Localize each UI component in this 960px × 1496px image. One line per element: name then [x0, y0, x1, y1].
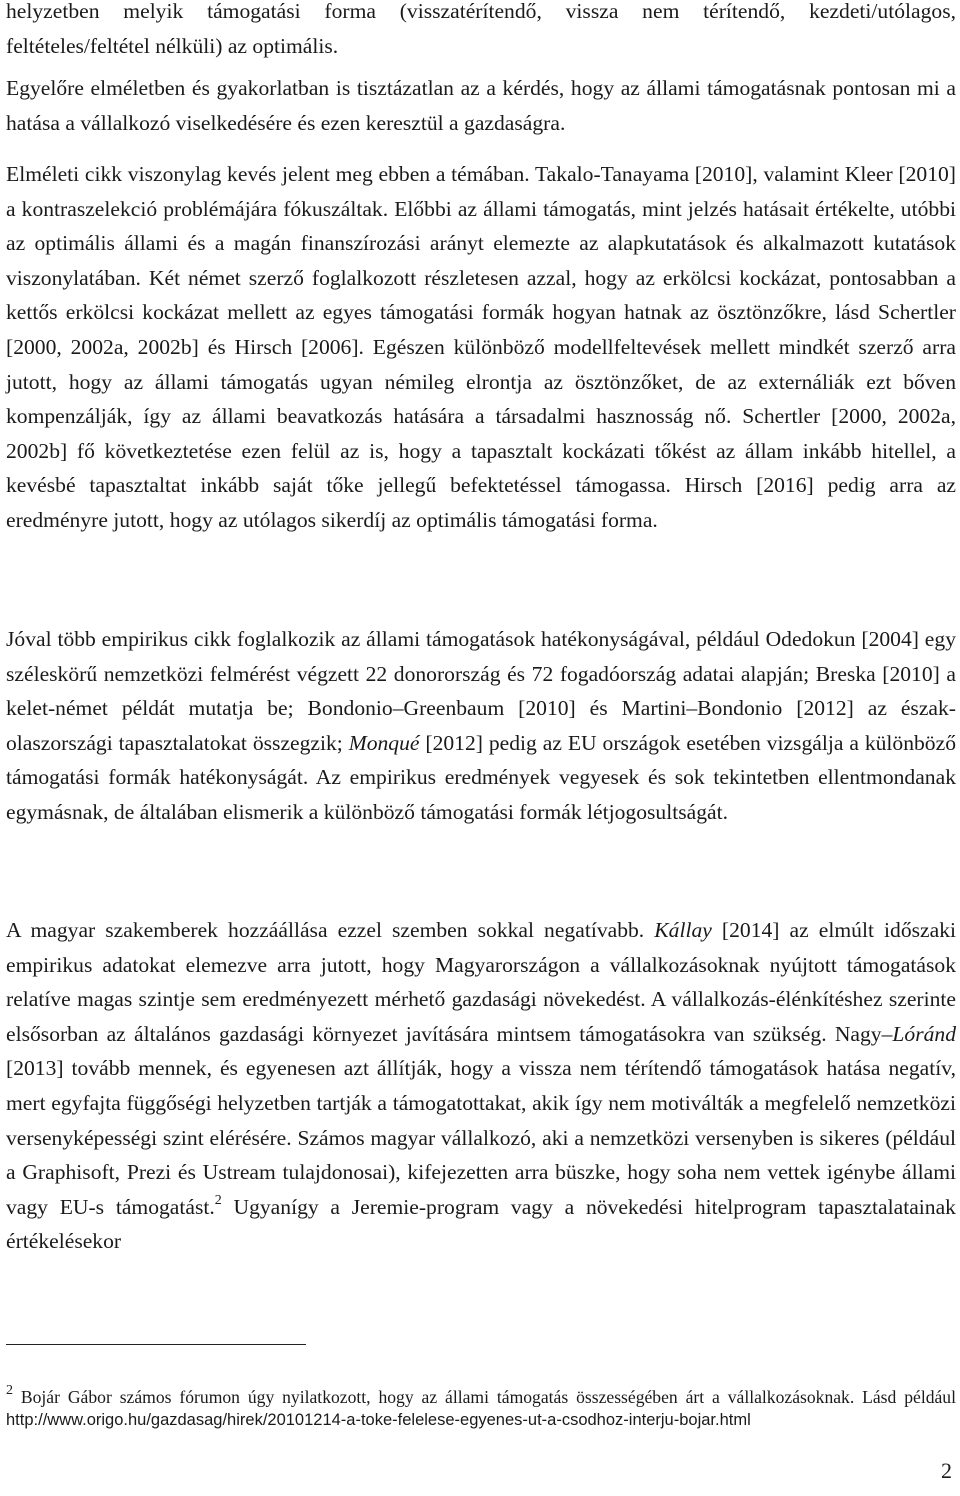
paragraph-5-text-e: [2013] tovább mennek, és egyenesen azt állítják, hogy a vissza nem térítendő támogatások hatása negatív, mert egyfajta függőségi helyzetben tartják a támogatottakat, akik így nem motiválták a megfelelő nemzetközi versenyképességi szint elérésére. Számos magyar vállalkozó, aki a nemzetközi versenyben is sikeres (például a Graphisoft, Prezi és Ustream tulajdonosai), kifejezetten arra büszke, hogy soha nem vettek igénybe állami vagy EU-s támogatást.	[6, 1056, 956, 1219]
footnote-reference[interactable]: 2	[214, 1192, 222, 1208]
page-number: 2	[941, 1458, 952, 1483]
author-monque: Monqué	[348, 730, 420, 755]
footnote-text: Bojár Gábor számos fórumon úgy nyilatkozott, hogy az állami támogatás összességében árt a vállalkozásoknak. Lásd például	[13, 1387, 956, 1407]
paragraph-5-text-a: A magyar szakemberek hozzáállása ezzel szemben sokkal negatívabb.	[6, 918, 655, 942]
paragraph-4-text-c: [2012] pedig az EU országok esetében vizsgálja a különböző támogatási formák hatékonyságát. Az empirikus eredmények vegyesek és sok tekintetben ellentmondanak egymásnak, de általában elismerik a különböző támogatási formák létjogosultságát.	[6, 730, 956, 824]
author-kallay: Kállay	[654, 918, 712, 942]
paragraph-4	[6, 622, 956, 830]
paragraph-4-text-a: Jóval több empirikus cikk foglalkozik az állami támogatások hatékonyságával, például Odedokun [2004] egy széleskörű nemzetközi felmérést végzett 22 donorország és 72 fogadóország adatai alapján; Breska [2010] a kelet-német példát mutatja be; Bondonio–Greenbaum [2010] és Martini–Bondonio [2012] az észak-olaszországi tapasztalatokat összegzik;	[6, 627, 956, 755]
paragraph-1	[6, 0, 956, 63]
footnote-marker: 2	[6, 1383, 13, 1399]
footnote	[6, 1383, 956, 1431]
paragraph-3-text: Elméleti cikk viszonylag kevés jelent meg ebben a témában. Takalo-Tanayama [2010], valamint Kleer [2010] a kontraszelekció problémájára fókuszáltak. Előbbi az állami támogatás, mint jelzés hatásait értékelte, utóbbi az optimális állami és a magán finanszírozási arányt elemezte az alapkutatások és alkalmazott kutatások viszonylatában. Két német szerző foglalkozott részletesen azzal, hogy az erkölcsi kockázat, pontosabban a kettős erkölcsi kockázat mellett az egyes támogatási formák hogyan hatnak az ösztönzőkre, lásd Schertler [2000, 2002a, 2002b] és Hirsch [2006]. Egészen különböző modellfeltevések mellett mindkét szerző arra jutott, hogy az állami támogatás ugyan némileg elrontja az ösztönzőket, de az externáliák ezt bőven kompenzálják, így az állami beavatkozás hatására a társadalmi hasznosság nő. Schertler [2000, 2002a, 2002b] fő következtetése ezen felül az is, hogy a tapasztalt kockázati tőkést az állam inkább hitellel, a kevésbé tapasztaltat inkább saját tőke jellegű befektetéssel támogassa. Hirsch [2016] pedig arra az eredményre jutott, hogy az utólagos sikerdíj az optimális támogatási forma.	[6, 162, 956, 532]
paragraph-5-text-c: [2014] az elmúlt időszaki empirikus adatokat elemezve arra jutott, hogy Magyarországon a vállalkozásoknak nyújtott támogatások relatíve magas szintje sem eredményezett mérhető gazdasági növekedést. A vállalkozás-élénkítéshez szerinte elsősorban az általános gazdasági környezet javítására mintsem támogatásokra van szükség. Nagy–	[6, 918, 956, 1046]
paragraph-2-text: Egyelőre elméletben és gyakorlatban is tisztázatlan az a kérdés, hogy az állami támogatásnak pontosan mi a hatása a vállalkozó viselkedésére és ezen keresztül a gazdaságra.	[6, 76, 956, 135]
footnote-separator	[6, 1344, 306, 1345]
paragraph-5-text-f: Ugyanígy a Jeremie-program vagy a növekedési hitelprogram tapasztalatainak értékelésekor	[6, 1194, 956, 1254]
author-lorand: Lóránd	[892, 1021, 956, 1046]
paragraph-2	[6, 71, 956, 140]
paragraph-1-text: helyzetben melyik támogatási forma (visszatérítendő, vissza nem térítendő, kezdeti/utólagos, feltételes/feltétel nélküli) az optimális.	[6, 0, 956, 58]
paragraph-5	[6, 913, 956, 1259]
footnote-url-link[interactable]: http://www.origo.hu/gazdasag/hirek/20101214-a-toke-felelese-egyenes-ut-a-csodhoz-interju-bojar.html	[6, 1411, 751, 1429]
paragraph-3	[6, 157, 956, 538]
